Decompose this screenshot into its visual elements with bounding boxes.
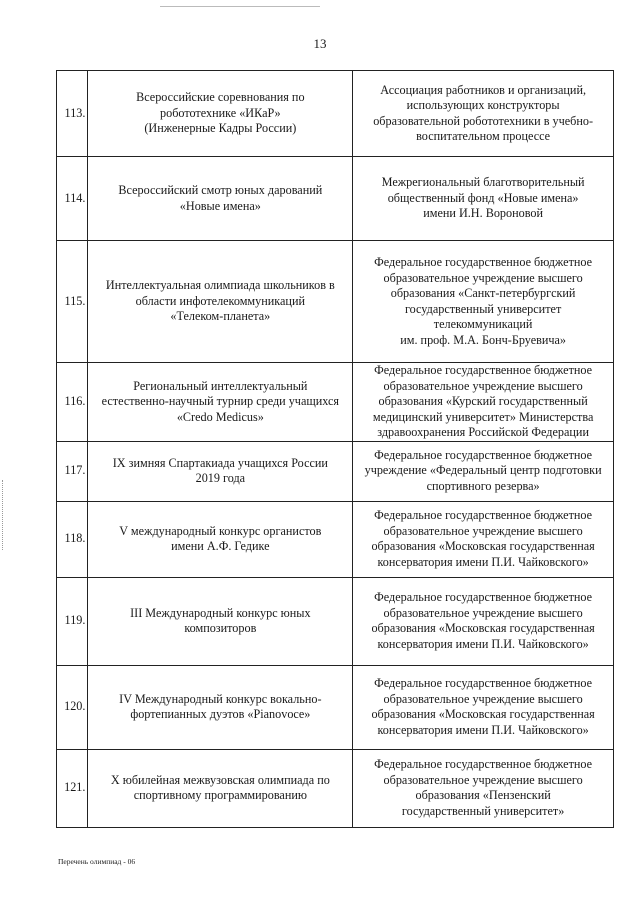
- olympiad-name-line: естественно-научный турнир среди учащихся: [101, 394, 340, 408]
- organizer-cell: [353, 157, 614, 241]
- organizer-line: Федеральное государственное бюджетное: [374, 676, 593, 690]
- olympiad-name-cell: [88, 665, 353, 749]
- organizer-cell: [353, 665, 614, 749]
- organizer-line: спортивного резерва»: [426, 478, 540, 493]
- row-number: 121.: [57, 749, 88, 827]
- table-row: [57, 71, 614, 157]
- row-number: 117.: [57, 441, 88, 501]
- olympiad-name-line: IX зимняя Спартакиада учащихся России: [112, 455, 328, 470]
- organizer-line: образовательное учреждение высшего: [383, 605, 583, 620]
- organizer-line: здравоохранения Российской Федерации: [377, 425, 589, 439]
- olympiad-name-line: робототехнике «ИКаР»: [160, 105, 281, 120]
- organizer-line: Федеральное государственное бюджетное: [374, 255, 593, 269]
- organizer-line: образовательное учреждение высшего: [383, 378, 583, 393]
- olympiad-table-body: [57, 71, 614, 828]
- olympiad-name-line: Интеллектуальная олимпиада школьников в: [105, 278, 335, 293]
- row-number: 119.: [57, 577, 88, 665]
- organizer-line: учреждение «Федеральный центр подготовки: [364, 463, 602, 478]
- olympiad-name-line: «Credo Medicus»: [176, 409, 264, 424]
- olympiad-name-cell: [88, 749, 353, 827]
- olympiad-name-line: «Телеком-планета»: [170, 309, 271, 324]
- organizer-line: образовательное учреждение высшего: [383, 270, 583, 285]
- olympiad-name-line: V международный конкурс органистов: [119, 523, 322, 538]
- olympiad-name-cell: [88, 157, 353, 241]
- table-row: [57, 241, 614, 363]
- scan-margin-marks: [2, 480, 5, 550]
- table-row: [57, 441, 614, 501]
- olympiad-name-line: Всероссийский смотр юных дарований: [118, 183, 323, 197]
- olympiad-name-cell: [88, 441, 353, 501]
- organizer-line: образовательное учреждение высшего: [383, 772, 583, 787]
- organizer-line: консерватория имени П.И. Чайковского»: [377, 722, 589, 737]
- organizer-line: имени И.Н. Вороновой: [423, 206, 544, 221]
- organizer-line: общественный фонд «Новые имена»: [387, 190, 579, 205]
- olympiad-name-cell: [88, 71, 353, 157]
- olympiad-name-line: Региональный интеллектуальный: [133, 378, 308, 393]
- row-number: 113.: [57, 71, 88, 157]
- organizer-line: образования «Пензенский: [415, 788, 551, 802]
- organizer-line: Федеральное государственное бюджетное: [374, 590, 593, 604]
- organizer-line: образования «Московская государственная: [371, 621, 595, 635]
- table-row: [57, 501, 614, 577]
- organizer-cell: [353, 441, 614, 501]
- organizer-cell: [353, 501, 614, 577]
- table-row: [57, 363, 614, 442]
- row-number: 120.: [57, 665, 88, 749]
- olympiad-name-line: композиторов: [184, 621, 257, 635]
- olympiad-name-line: имени А.Ф. Гедике: [171, 539, 270, 553]
- organizer-line: образовательное учреждение высшего: [383, 523, 583, 538]
- olympiad-name-line: «Новые имена»: [179, 198, 261, 213]
- organizer-line: Федеральное государственное бюджетное: [374, 363, 593, 377]
- olympiad-name-cell: [88, 363, 353, 442]
- row-number: 115.: [57, 241, 88, 363]
- organizer-line: образования «Санкт-петербургский: [390, 286, 576, 300]
- organizer-line: образования «Московская государственная: [371, 707, 595, 721]
- table-row: [57, 665, 614, 749]
- table-row: [57, 157, 614, 241]
- table-row: [57, 749, 614, 827]
- olympiad-name-cell: [88, 241, 353, 363]
- organizer-line: образовательное учреждение высшего: [383, 691, 583, 706]
- organizer-line: им. проф. М.А. Бонч-Бруевича»: [400, 332, 567, 347]
- olympiad-name-line: III Международный конкурс юных: [130, 605, 311, 620]
- olympiad-name-line: 2019 года: [195, 471, 246, 485]
- organizer-line: Федеральное государственное бюджетное: [374, 508, 593, 522]
- organizer-cell: [353, 363, 614, 442]
- scan-top-line: [160, 6, 320, 7]
- organizer-line: использующих конструкторы: [406, 98, 560, 112]
- olympiad-name-line: спортивному программированию: [133, 788, 307, 802]
- olympiad-table: [56, 70, 614, 828]
- olympiad-name-line: фортепианных дуэтов «Pianovoce»: [130, 707, 311, 721]
- olympiad-name-line: IV Международный конкурс вокально-: [119, 691, 322, 706]
- organizer-cell: [353, 241, 614, 363]
- organizer-cell: [353, 749, 614, 827]
- organizer-line: телекоммуникаций: [433, 317, 533, 331]
- organizer-line: воспитательном процессе: [416, 129, 551, 143]
- olympiad-name-line: (Инженерные Кадры России): [144, 121, 297, 136]
- row-number: 118.: [57, 501, 88, 577]
- olympiad-name-cell: [88, 577, 353, 665]
- table-row: [57, 577, 614, 665]
- organizer-cell: [353, 577, 614, 665]
- row-number: 114.: [57, 157, 88, 241]
- organizer-line: Ассоциация работников и организаций,: [380, 82, 587, 97]
- row-number: 116.: [57, 363, 88, 442]
- organizer-line: Федеральное государственное бюджетное: [374, 757, 593, 771]
- organizer-line: Межрегиональный благотворительный: [381, 175, 585, 190]
- organizer-line: медицинский университет» Министерства: [372, 409, 594, 424]
- organizer-line: Федеральное государственное бюджетное: [374, 447, 593, 462]
- footer-note: Перечень олимпиад - 06: [58, 857, 136, 866]
- organizer-line: консерватория имени П.И. Чайковского»: [377, 636, 589, 651]
- olympiad-name-cell: [88, 501, 353, 577]
- organizer-line: государственный университет: [404, 301, 562, 316]
- olympiad-name-line: Всероссийские соревнования по: [136, 90, 305, 105]
- organizer-line: образования «Московская государственная: [371, 539, 595, 553]
- organizer-line: образовательной робототехники в учебно-: [373, 113, 594, 128]
- olympiad-name-line: X юбилейная межвузовская олимпиада по: [110, 772, 330, 787]
- olympiad-name-line: области инфотелекоммуникаций: [135, 293, 305, 308]
- organizer-cell: [353, 71, 614, 157]
- organizer-line: образования «Курский государственный: [378, 394, 588, 408]
- page-number: 13: [313, 36, 327, 51]
- organizer-line: государственный университет»: [401, 803, 565, 818]
- organizer-line: консерватория имени П.И. Чайковского»: [377, 554, 589, 569]
